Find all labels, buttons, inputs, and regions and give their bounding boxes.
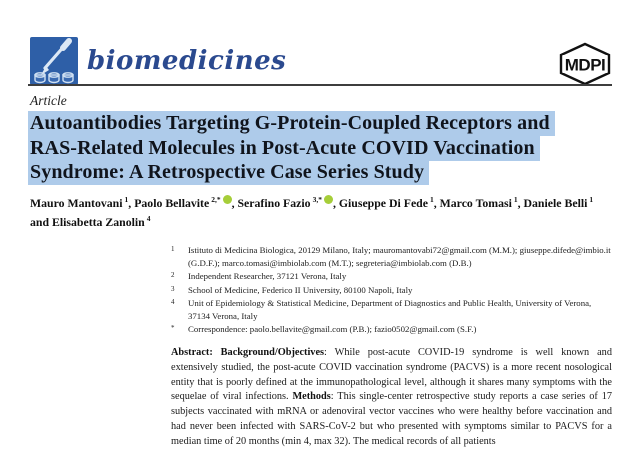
journal-logo <box>30 37 286 85</box>
author-list <box>30 192 616 231</box>
abstract-text: : This single-center retrospective study reports a case series of 17 subjects vaccinated with mRNA or adenoviral vector vaccines who were healthy before vaccination and had never been infected with SARS-CoV-2 but who presented with symptoms similar to PACVS for a median time of 20 months (min 4, max 32). The medical records of all patients <box>171 391 612 447</box>
orcid-icon[interactable] <box>223 195 232 204</box>
header-divider <box>28 84 612 86</box>
affiliation-text: School of Medicine, Federico II University, 80100 Napoli, Italy <box>188 284 413 295</box>
author-affil-sup: 1 <box>124 195 129 204</box>
affiliation-item <box>171 270 612 283</box>
affiliation-item <box>171 284 612 297</box>
author-name: Daniele Belli $^1$ <box>523 195 594 210</box>
affiliation-text: Independent Researcher, 37121 Verona, Italy <box>188 271 347 282</box>
orcid-icon[interactable] <box>324 195 333 204</box>
abstract-text: : While post-acute COVID-19 syndrome is well known and extensively studied, the post-acute COVID vaccination syndrome (PACVS) is a more recent nosological entity that is poorly defined at the immunopathological level, although it shares many symptoms with the sequelae of viral infections. <box>171 347 612 403</box>
journal-name: biomedicines <box>87 46 287 76</box>
title-line-3: Syndrome: A Retrospective Case Series Study <box>28 160 429 185</box>
affiliation-marker: 1 <box>171 245 175 253</box>
author-name: Giuseppe Di Fede $^1$, <box>338 195 440 210</box>
article-type-label: Article <box>30 93 67 108</box>
affiliation-item <box>171 297 612 323</box>
affiliation-item <box>171 244 612 270</box>
affiliation-text: Istituto di Medicina Biologica, 20129 Milano, Italy; mauromantovabi72@gmail.com (M.M.); giuseppe.difede@imbio.it (G.D.F.); marco.tomasi@imbiolab.com (M.T.); segreteria@imbiolab.com (D.B.) <box>188 245 611 269</box>
author-name: Paolo Bellavite $^{2,*}$ , <box>134 195 238 210</box>
affiliation-text: Unit of Epidemiology & Statistical Medicine, Department of Diagnostics and Public Health, University of Verona, 37134 Verona, Italy <box>188 297 592 322</box>
affiliation-marker: * <box>171 324 175 333</box>
abstract-section-label: Background/Objectives <box>220 347 325 358</box>
author-affil-sup: 4 <box>146 214 151 224</box>
author-name: Marco Tomasi $^1$, <box>439 195 524 210</box>
affiliation-marker: 3 <box>171 284 175 293</box>
title-line-2: RAS-Related Molecules in Post-Acute COVID Vaccination <box>28 136 540 161</box>
author-affil-sup: 1 <box>589 195 594 204</box>
author-name: Serafino Fazio $^{3,*}$ , <box>237 195 339 210</box>
title-line-1: Autoantibodies Targeting G-Protein-Coupled Receptors and <box>28 111 555 136</box>
author-affil-sup: 3,* <box>312 195 322 204</box>
affiliation-item-correspondence <box>171 323 612 336</box>
affiliation-marker: 4 <box>171 297 175 306</box>
author-affil-sup: 1 <box>429 195 434 204</box>
abstract-paragraph <box>171 346 612 450</box>
author-name: Mauro Mantovani $^1$, <box>30 195 135 210</box>
article-title <box>28 111 618 185</box>
affiliation-list <box>171 244 612 336</box>
abstract-section-label: Methods <box>292 391 331 403</box>
author-affil-sup: 2,* <box>211 195 221 204</box>
abstract-label: Abstract: <box>171 347 213 358</box>
mdpi-logo-text: MDPI <box>564 55 606 75</box>
author-name: and Elisabetta Zanolin $^4$ <box>30 214 151 230</box>
affiliation-marker: 2 <box>171 271 175 280</box>
author-affil-sup: 1 <box>513 195 518 204</box>
biomedicines-logo-icon <box>30 37 78 85</box>
correspondence-text: Correspondence: paolo.bellavite@gmail.com (P.B.); fazio0502@gmail.com (S.F.) <box>188 324 477 335</box>
